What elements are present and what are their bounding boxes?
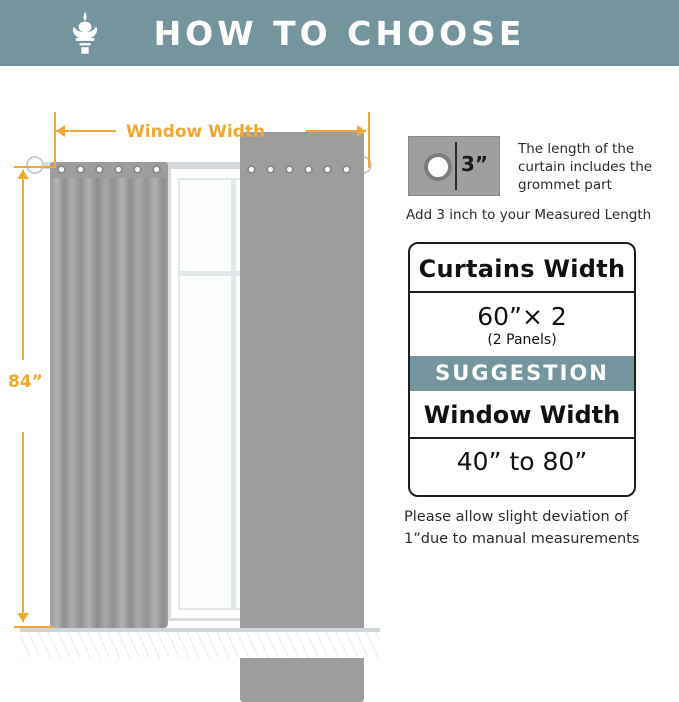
grommet-icon	[114, 165, 123, 174]
suggestion-table	[408, 242, 636, 497]
curtain-header-right	[240, 132, 364, 702]
window-width-label: Window Width	[126, 122, 266, 142]
page-title: HOW TO CHOOSE	[153, 13, 526, 53]
arrow-head-down-icon	[17, 613, 29, 622]
arrow-head-left-icon	[56, 125, 65, 137]
grommet-icon	[285, 165, 294, 174]
arrow-head-right-icon	[357, 125, 366, 137]
grommet-icon	[133, 165, 142, 174]
grommet-dimension-line	[455, 142, 457, 190]
window-width-range: 40” to 80”	[456, 447, 588, 476]
grommet-note: The length of the curtain includes the grommet part	[518, 141, 653, 193]
grommet-dimension-label: 3”	[461, 152, 489, 176]
grommet-icon	[304, 165, 313, 174]
height-guide-bottom	[14, 626, 54, 628]
suggestion-band: SUGGESTION	[410, 356, 634, 391]
height-arrow-line-top	[22, 170, 24, 360]
grommet-icon	[76, 165, 85, 174]
arrow-head-up-icon	[17, 170, 29, 179]
curtains-width-value: 60”× 2	[477, 302, 567, 331]
fleur-de-lis-icon	[62, 10, 108, 56]
add-length-note: Add 3 inch to your Measured Length	[406, 207, 652, 223]
window-width-title: Window Width	[423, 401, 621, 429]
grommet-icon	[342, 165, 351, 174]
header-banner	[0, 0, 679, 66]
curtain-diagram	[0, 66, 400, 636]
height-arrow-line-bottom	[22, 432, 24, 622]
curtain-panel-left	[50, 166, 168, 628]
footnote-line-2: 1”due to manual measurements	[404, 531, 640, 547]
grommet-icon	[95, 165, 104, 174]
grommet-icon	[247, 165, 256, 174]
width-guide-left	[54, 112, 56, 168]
window-mullion-vertical	[231, 178, 236, 610]
footnote-line-1: Please allow slight deviation of	[404, 509, 629, 525]
curtain-header-left	[50, 162, 168, 178]
height-guide-top	[14, 166, 54, 168]
grommet-ring-icon	[424, 153, 452, 181]
width-arrow-line-left	[56, 130, 116, 132]
curtains-width-subtext: (2 Panels)	[487, 332, 557, 348]
width-guide-right	[368, 112, 370, 168]
deviation-footnote	[404, 506, 679, 550]
grommet-icon	[152, 165, 161, 174]
grommet-icon	[57, 165, 66, 174]
curtain-height-label: 84”	[8, 372, 43, 392]
grommet-icon	[266, 165, 275, 174]
curtains-width-title: Curtains Width	[418, 255, 626, 283]
grommet-icon	[323, 165, 332, 174]
